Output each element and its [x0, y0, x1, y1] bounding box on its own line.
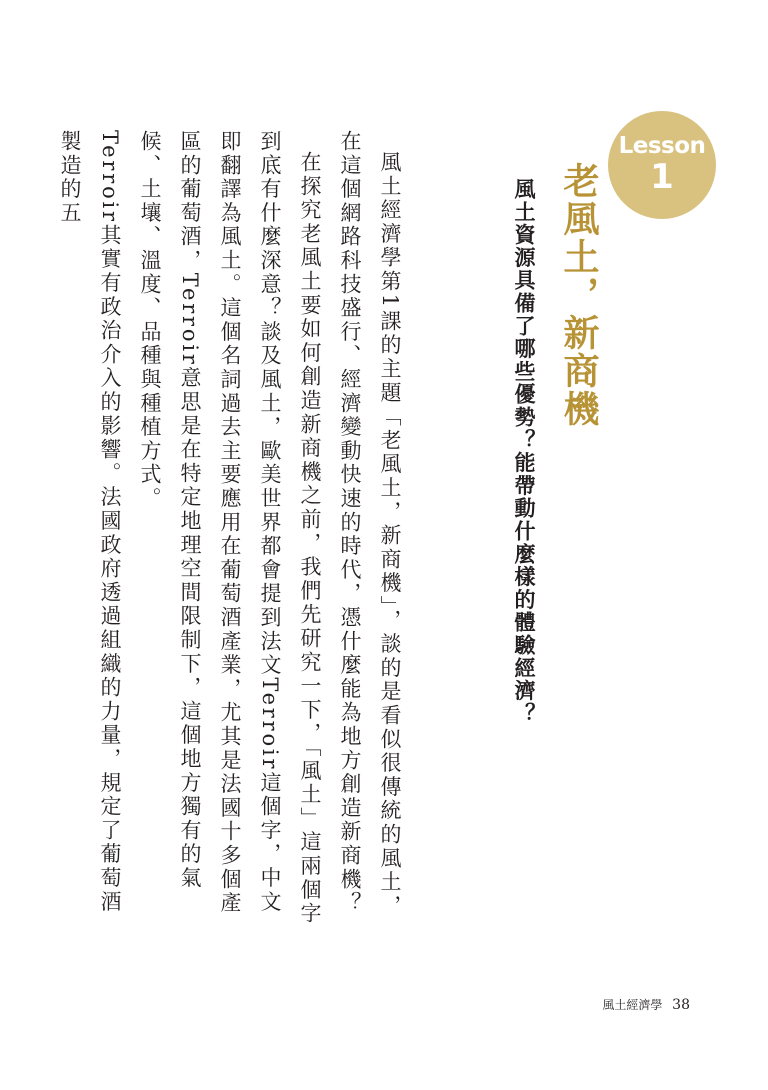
- paragraph: 風土經濟學第1課的主題「老風土，新商機」，談的是看似很傳統的風土，在這個網路科技盛行、經濟變動快速的時代，憑什麼能為地方創造新商機？: [338, 130, 402, 919]
- lesson-badge: [608, 111, 716, 219]
- paragraph: Terroir其實有政治介入的影響。法國政府透過組織的力量，規定了葡萄酒製造的五: [58, 130, 122, 915]
- chapter-title: 老風土，新商機: [558, 162, 599, 428]
- chapter-subtitle: 風土資源具備了哪些優勢？能帶動什麼樣的體驗經濟？: [512, 178, 536, 726]
- page-footer: [602, 996, 690, 1013]
- lesson-label: Lesson: [618, 133, 706, 159]
- page-number: 38: [672, 997, 690, 1013]
- paragraph: 在探究老風土要如何創造新商機之前，我們先研究一下，「風土」這兩個字到底有什麼深意？談及風土，歐美世界都會提到法文Terroir這個字，中文即翻譯為風土。這個名詞過去主要應用在葡萄酒產業，尤其是法國十多個產區的葡萄酒，Terroir意思是在特定地理空間限制下，這個地方獨有的氣候、土壤、溫度、品種與種植方式。: [138, 130, 322, 926]
- running-title: 風土經濟學: [602, 998, 663, 1012]
- lesson-number: 1: [650, 157, 674, 197]
- body-text: [58, 130, 410, 930]
